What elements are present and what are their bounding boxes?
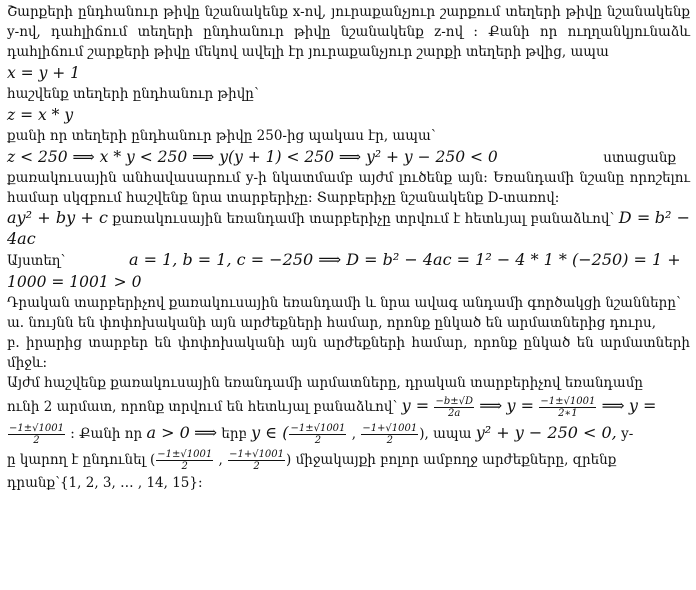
paragraph-rule-a: ա. նույնն են փոփոխականի այն արժեքների համար, որոնք ընկած են արմատներից դուրս, [7,315,657,331]
fraction-substituted [539,396,596,419]
text-y-dash: y- [621,426,634,442]
paragraph-intro: Շարքերի ընդհանուր թիվը նշանակենք x-ով, յուրաքանչյուր շարքում տեղերի թիվը նշանակենք y-ով, դահլիճում տեղերի ընդհանուր թիվը նշանակենք z-ով ։ Քանի որ ուղղանկյունաձև դահլիճում շարքերի թիվը մեկով ավելի էր յուրաքանչյուր շարքի տեղերի թվից, ապա [7,4,690,60]
fraction-pos-root [361,423,418,446]
computation-row [7,250,690,271]
equation-values: a = 1, b = 1, c = −250 ⟹ D = b² − 4ac = 1² − 4 * 1 * (−250) = 1 + [129,250,681,269]
expr-y-eq-2: y = [506,396,535,415]
fraction-interval-right [228,449,285,472]
fraction-general-den: 2a [448,408,461,419]
text-here: Այստեղ՝ [7,253,66,269]
fraction-pos-root-den: 2 [386,435,393,446]
text-roots-formula: ունի 2 արմատ, որոնք տրվում են հետևյալ բանաձևով՝ [7,399,398,415]
interval-comma-2: , [218,452,223,468]
equation-chain-row [7,146,690,168]
equation-result: 1000 = 1001 > 0 [7,273,142,291]
expr-inequality: y² + y − 250 < 0, [475,423,617,442]
interval-comma: , [351,426,357,442]
text-formula: քառակուսային եռանդամի տարբերիչը տրվում է հետևյալ բանաձևով՝ [112,211,615,227]
text-obtained: ստացանք [603,150,676,166]
implies-1: ⟹ [479,396,503,415]
text-all-integers: ) միջակայքի բոլոր ամբողջ արժեքները, զրենք [286,452,617,468]
fraction-pos-root-num: −1+√1001 [362,423,418,434]
paragraph-roots-formula [7,393,690,420]
expr-a-positive: a > 0 [146,423,190,442]
expr-y-eq-1: y = [401,396,430,415]
paragraph-answer-set: դրանք՝{1, 2, 3, … , 14, 15}։ [7,475,203,491]
paragraph-interval [7,420,690,447]
paragraph-roots: Այժմ հաշվենք քառակուսային եռանդամի արմատները, դրական տարբերիչով եռանդամը [7,375,643,391]
implies-2: ⟹ [601,396,625,415]
fraction-root [8,423,65,446]
paragraph-integers [7,447,690,473]
paragraph-rule-b: բ. իրարից տարբեր են փոփոխականի այն արժեքների համար, որոնք ընկած են արմատների միջև։ [7,335,690,371]
paragraph-discriminant [7,208,690,250]
expr-d-formula: b² − 4ac [7,208,690,248]
fraction-neg-root-num: −1±√1001 [290,423,346,434]
fraction-general [434,396,474,419]
text-since: ։ Քանի որ [70,426,143,442]
fraction-general-num: −b±√D [435,396,473,407]
expr-y-eq-3: y = [628,396,657,415]
fraction-interval-left [156,449,213,472]
fraction-substituted-den: 2∗1 [558,408,578,419]
equation-x: x = y + 1 [7,64,81,82]
fraction-interval-left-den: 2 [181,461,188,472]
paragraph-inequality: քառակուսային անհավասարում y-ի նկատմամբ այժմ լուծենք այն։ Եռանդամի նշանը որոշելու համար սկզբում հաշվենք նրա տարբերիչը։ Տարբերիչը նշանակենք D-տառով։ [7,170,690,206]
fraction-interval-left-num: −1±√1001 [157,449,213,460]
fraction-interval-right-num: −1+√1001 [229,449,285,460]
fraction-substituted-num: −1±√1001 [540,396,596,407]
paragraph-count: հաշվենք տեղերի ընդհանուր թիվը՝ [7,86,259,102]
fraction-root-num: −1±√1001 [9,423,64,434]
text-then: ), ապա [419,426,472,442]
fraction-neg-root-den: 2 [314,435,322,446]
paragraph-limit: քանի որ տեղերի ընդհանուր թիվը 250-ից պակաս էր, ապա՝ [7,128,436,144]
fraction-interval-right-den: 2 [253,461,260,472]
expr-trinomial: ay² + by + c [7,208,108,227]
expr-y-in: y ∈ ( [251,423,289,442]
fraction-root-den: 2 [33,435,40,446]
expr-d-eq: D = [618,208,651,227]
equation-z: z = x * y [7,106,74,124]
paragraph-sign-rule: Դրական տարբերիչով քառակուսային եռանդամի և նրա ավագ անդամի գործակցի նշանները՝ [7,295,681,311]
fraction-neg-root [289,423,346,446]
implies-3: ⟹ [194,423,218,442]
equation-chain: z < 250 ⟹ x * y < 250 ⟹ y(y + 1) < 250 ⟹ y² + y − 250 < 0 [7,148,498,166]
text-when: երբ [221,426,247,442]
text-can-take: ը կարող է ընդունել ( [7,452,156,468]
